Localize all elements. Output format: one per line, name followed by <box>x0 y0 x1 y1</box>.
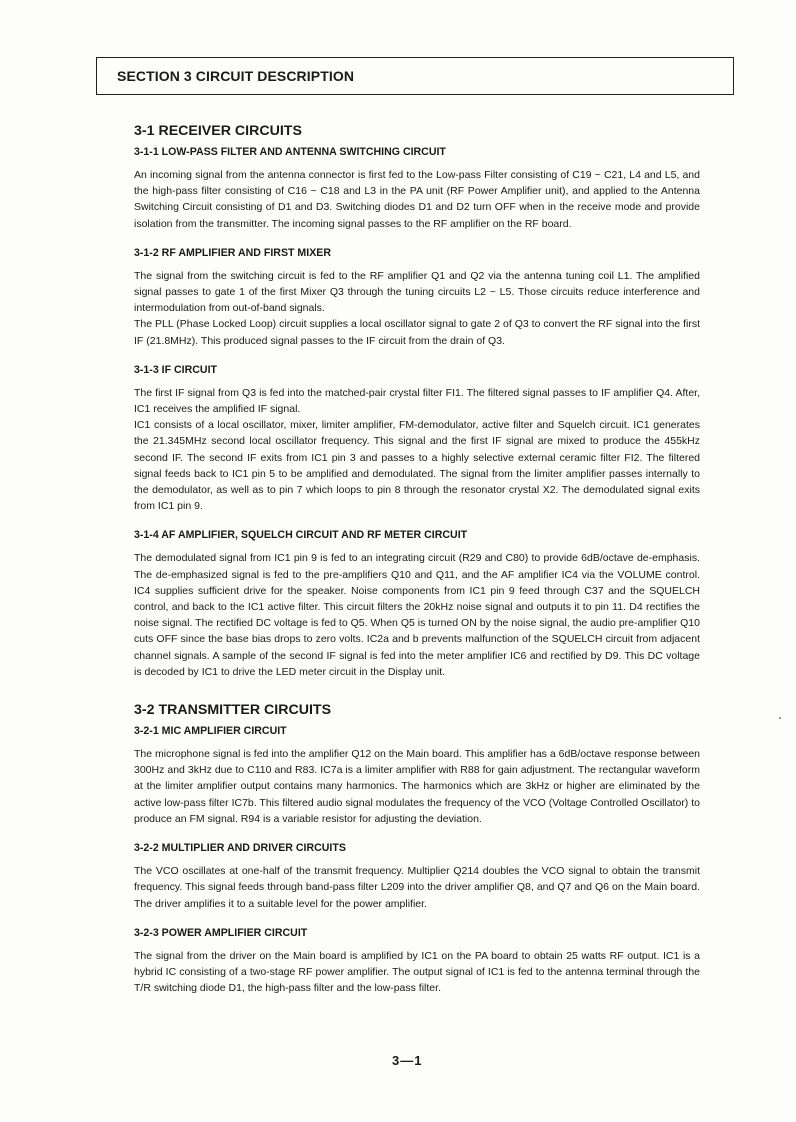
subsection-heading: 3-1-2 RF AMPLIFIER AND FIRST MIXER <box>134 246 331 259</box>
section-title: SECTION 3 CIRCUIT DESCRIPTION <box>117 68 355 84</box>
subsection-heading: 3-1-3 IF CIRCUIT <box>134 363 217 376</box>
subsection-heading: 3-2-1 MIC AMPLIFIER CIRCUIT <box>134 725 287 738</box>
page-number: 3—1 <box>392 1053 423 1068</box>
scan-speck <box>779 717 781 719</box>
paragraph: IC1 consists of a local oscillator, mixer, limiter amplifier, FM-demodulator, active filter and Squelch circuit. IC1 generates the 21.345MHz second local oscillator frequency. This signal and the first IF signal are mixed to produce the 455kHz second IF. The second IF exits from IC1 pin 3 and passes to a highly selective external ceramic filter FI2. The filtered signal feeds back to IC1 pin 5 to be amplified and demodulated. The signal from the limiter amplifier passes internally to the demodulator, as well as to pin 7 which loops to pin 8 through the resonator crystal X2. The demodulated signal exits from IC1 pin 9. <box>134 419 700 513</box>
paragraph: The PLL (Phase Locked Loop) circuit supplies a local oscillator signal to gate 2 of Q3 to convert the RF signal into the first IF (21.8MHz). This produced signal passes to the IF circuit from the drain of Q3. <box>134 318 700 347</box>
section-header-box <box>96 57 734 95</box>
paragraph: The microphone signal is fed into the amplifier Q12 on the Main board. This amplifier has a 6dB/octave response between 300Hz and 3kHz due to C110 and R83. IC7a is a limiter amplifier with R88 for gain adjustment. The rectangular waveform at the limiter amplifier output contains many harmonics. The harmonics which are 3kHz or higher are eliminated by the active low-pass filter IC7b. This filtered audio signal modulates the frequency of the VCO (Voltage Controlled Oscillator) to produce an FM signal. R94 is a variable resistor for adjusting the deviation. <box>134 748 700 825</box>
subsection-heading: 3-1-4 AF AMPLIFIER, SQUELCH CIRCUIT AND RF METER CIRCUIT <box>134 529 468 542</box>
paragraph: An incoming signal from the antenna connector is first fed to the Low-pass Filter consisting of C19 ~ C21, L4 and L5, and the high-pass filter consisting of C16 ~ C18 and L3 in the PA unit (RF Power Amplifier unit), and applied to the Antenna Switching Circuit consisting of D1 and D3. Switching diodes D1 and D2 turn OFF when in the receive mode and provide isolation from the transmitter. The incoming signal passes to the RF amplifier on the RF board. <box>134 169 700 230</box>
transmitter-circuits-heading: 3-2 TRANSMITTER CIRCUITS <box>134 702 332 719</box>
receiver-circuits-heading: 3-1 RECEIVER CIRCUITS <box>134 123 302 139</box>
subsection-heading: 3-2-2 MULTIPLIER AND DRIVER CIRCUITS <box>134 842 346 855</box>
document-body <box>134 123 700 996</box>
paragraph: The demodulated signal from IC1 pin 9 is fed to an integrating circuit (R29 and C80) to provide 6dB/octave de-emphasis. The de-emphasized signal is fed to the pre-amplifiers Q10 and Q11, and the AF amplifier IC4 via the VOLUME control. IC4 supplies sufficient drive for the speaker. Noise components from IC1 pin 9 feed through C37 and the SQUELCH control, and back to the IC1 active filter. This circuit filters the 20kHz noise signal and outputs it to pin 11. D4 rectifies the noise signal. The rectified DC voltage is fed to Q5. When Q5 is turned ON by the noise signal, the audio pre-amplifier Q10 cuts OFF since the base bias drops to zero volts. IC2a and b prevents malfunction of the SQUELCH circuit from adjacent channel signals. A sample of the second IF signal is fed into the meter amplifier IC6 and rectified by D9. This DC voltage is decoded by IC1 to drive the LED meter circuit in the Display unit. <box>134 552 700 678</box>
subsection-heading: 3-1-1 LOW-PASS FILTER AND ANTENNA SWITCHING CIRCUIT <box>134 146 446 158</box>
paragraph: The signal from the switching circuit is fed to the RF amplifier Q1 and Q2 via the antenna tuning coil L1. The amplified signal passes to gate 1 of the first Mixer Q3 through the tuning circuits L2 ~ L5. Those circuits reduce interference and intermodulation from out-of-band signals. <box>134 269 700 315</box>
paragraph: The VCO oscillates at one-half of the transmit frequency. Multiplier Q214 doubles the VCO signal to obtain the transmit frequency. This signal feeds through band-pass filter L209 into the driver amplifier Q8, and Q7 and Q6 on the Main board. The driver amplifies it to a suitable level for the power amplifier. <box>134 865 700 910</box>
paragraph: The first IF signal from Q3 is fed into the matched-pair crystal filter FI1. The filtered signal passes to IF amplifier Q4. After, IC1 receives the amplified IF signal. <box>134 386 700 416</box>
subsection-heading: 3-2-3 POWER AMPLIFIER CIRCUIT <box>134 926 308 939</box>
paragraph: The signal from the driver on the Main board is amplified by IC1 on the PA board to obtain 25 watts RF output. IC1 is a hybrid IC consisting of a two-stage RF power amplifier. The output signal of IC1 is fed to the antenna terminal through the T/R switching diode D1, the high-pass filter and the low-pass filter. <box>134 949 700 995</box>
